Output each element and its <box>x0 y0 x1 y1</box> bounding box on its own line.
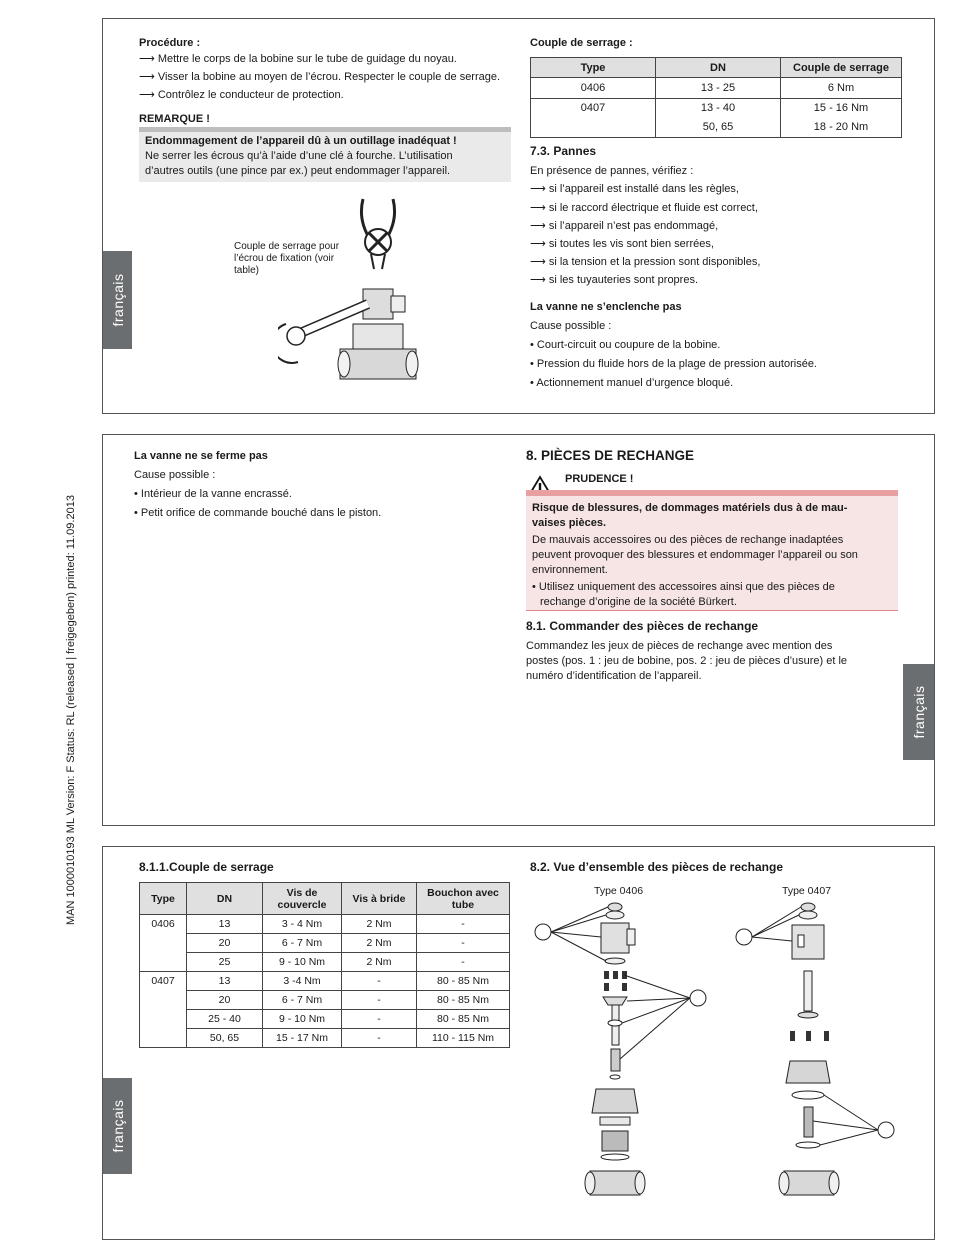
no-close-title: La vanne ne se ferme pas <box>134 450 268 462</box>
section-title: 8. PIÈCES DE RECHANGE <box>526 448 695 463</box>
table-header: Type <box>531 58 656 78</box>
torque-detail-table <box>139 882 510 1048</box>
table-row: 25 - 40 9 - 10 Nm - 80 - 85 Nm <box>140 1010 510 1029</box>
remark-heading: Endommagement de l’appareil dû à un outillage inadéquat ! <box>145 135 457 147</box>
language-tab: français <box>103 251 132 349</box>
procedure-step: ⟶ Mettre le corps de la bobine sur le tube de guidage du noyau. <box>139 53 457 65</box>
list-item: ⟶ si toutes les vis sont bien serrées, <box>530 238 714 250</box>
table-row: 20 6 - 7 Nm 2 Nm - <box>140 934 510 953</box>
cause-label: Cause possible : <box>134 469 216 481</box>
procedure-title: Procédure : <box>139 37 201 49</box>
remark-box <box>139 132 511 182</box>
table-header: DN <box>656 58 781 78</box>
list-item: • Court-circuit ou coupure de la bobine. <box>530 339 721 351</box>
figure-caption: Couple de serrage pour l’écrou de fixation (voir table) <box>234 241 340 276</box>
pannes-intro: En présence de pannes, vérifiez : <box>530 165 694 177</box>
no-trigger-title: La vanne ne s’enclenche pas <box>530 301 682 313</box>
table-row: 0407 13 3 -4 Nm - 80 - 85 Nm <box>140 972 510 991</box>
arrow-icon: ⟶ <box>139 89 158 101</box>
arrow-icon: ⟶ <box>530 256 549 268</box>
table-header: Type <box>140 883 187 915</box>
pannes-title: 7.3. Pannes <box>530 144 597 158</box>
list-item: ⟶ si le raccord électrique et fluide est correct, <box>530 202 758 214</box>
remark-title: REMARQUE ! <box>139 113 210 125</box>
type-0406-parts <box>585 903 645 1195</box>
order-title: 8.1. Commander des pièces de rechange <box>526 619 759 633</box>
arrow-icon: ⟶ <box>530 220 549 232</box>
list-item: ⟶ si l’appareil est installé dans les règles, <box>530 183 739 195</box>
overview-title: 8.2. Vue d’ensemble des pièces de rechange <box>530 860 784 874</box>
list-item: • Intérieur de la vanne encrassé. <box>134 488 292 500</box>
list-item: • Actionnement manuel d’urgence bloqué. <box>530 377 734 389</box>
table-header: Bouchon avec tube <box>417 883 510 915</box>
torque-section-title: 8.1.1.Couple de serrage <box>139 860 274 874</box>
caution-bullet: • Utilisez uniquement des accessoires ainsi que des pièces de rechange d’origine de la société Bürkert. <box>532 581 835 608</box>
list-item: ⟶ si la tension et la pression sont disponibles, <box>530 256 761 268</box>
table-row: 0407 13 - 40 50, 65 15 - 16 Nm 18 - 20 Nm <box>531 99 902 138</box>
arrow-icon: ⟶ <box>530 238 549 250</box>
cause-label: Cause possible : <box>530 320 612 332</box>
language-tab: français <box>903 664 934 760</box>
panel-torque-overview <box>102 846 935 1240</box>
table-row: 20 6 - 7 Nm - 80 - 85 Nm <box>140 991 510 1010</box>
torque-title: Couple de serrage : <box>530 37 633 49</box>
wrench-valve-illustration <box>278 194 428 384</box>
list-item: ⟶ si les tuyauteries sont propres. <box>530 274 699 286</box>
caution-bottom-rule <box>526 610 898 611</box>
arrow-icon: ⟶ <box>530 274 549 286</box>
table-header: Vis à bride <box>342 883 417 915</box>
procedure-step: ⟶ Contrôlez le conducteur de protection. <box>139 89 344 101</box>
caution-heading: Risque de blessures, de dommages matériels dus à de mau- vaises pièces. <box>532 502 848 529</box>
caution-title: PRUDENCE ! <box>565 473 634 485</box>
table-row: 0406 13 - 25 6 Nm <box>531 78 902 99</box>
table-row: 50, 65 15 - 17 Nm - 110 - 115 Nm <box>140 1029 510 1048</box>
remark-line: d’autres outils (une pince par ex.) peut endommager l’appareil. <box>145 165 451 177</box>
remark-line: Ne serrer les écrous qu’à l’aide d’une clé à fourche. L’utilisation <box>145 150 453 162</box>
table-row: 0406 13 3 - 4 Nm 2 Nm - <box>140 915 510 934</box>
torque-table <box>530 57 902 138</box>
language-tab: français <box>103 1078 132 1174</box>
list-item: ⟶ si l’appareil n’est pas endommagé, <box>530 220 719 232</box>
panel-installation <box>102 18 935 414</box>
document-id-note: MAN 1000010193 ML Version: F Status: RL (released | freigegeben) printed: 11.09.2013 <box>65 495 77 925</box>
table-header: Couple de serrage <box>781 58 902 78</box>
callout-markers <box>535 907 894 1145</box>
table-header: DN <box>187 883 263 915</box>
panel-spare-parts <box>102 434 935 826</box>
arrow-icon: ⟶ <box>530 202 549 214</box>
order-text: Commandez les jeux de pièces de rechange avec mention des postes (pos. 1 : jeu de bobine, pos. 2 : jeu de pièces d’usure) et le numéro d’identification de l’appareil. <box>526 640 848 682</box>
arrow-icon: ⟶ <box>530 183 549 195</box>
caution-text: De mauvais accessoires ou des pièces de rechange inadaptées peuvent provoquer des blessures et endommager l’appareil ou son environnement. <box>532 534 858 576</box>
arrow-icon: ⟶ <box>139 71 158 83</box>
type-0407-label: Type 0407 <box>782 885 832 897</box>
caution-box <box>526 496 898 610</box>
exploded-view-diagram <box>528 899 908 1234</box>
list-item: • Petit orifice de commande bouché dans le piston. <box>134 507 382 519</box>
table-row: 25 9 - 10 Nm 2 Nm - <box>140 953 510 972</box>
type-0406-label: Type 0406 <box>594 885 644 897</box>
table-header: Vis de couvercle <box>263 883 342 915</box>
arrow-icon: ⟶ <box>139 53 158 65</box>
list-item: • Pression du fluide hors de la plage de pression autorisée. <box>530 358 817 370</box>
type-0407-parts <box>779 903 839 1195</box>
procedure-step: ⟶ Visser la bobine au moyen de l’écrou. Respecter le couple de serrage. <box>139 71 501 83</box>
